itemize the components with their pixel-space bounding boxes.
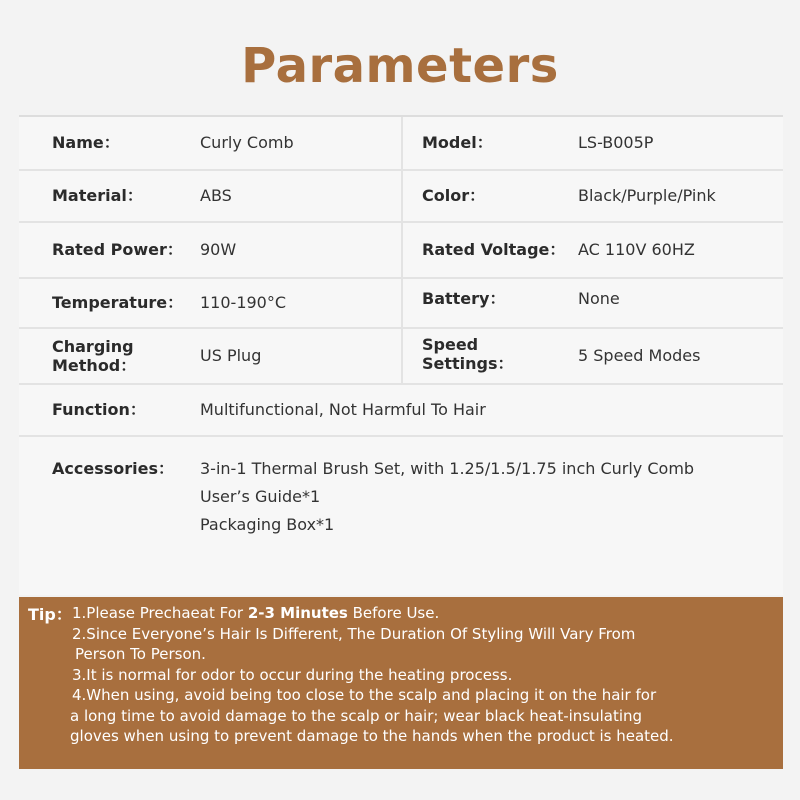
speed-settings-label-line1: Speed [422, 334, 479, 354]
rated-voltage-label: Rated Voltage： [422, 240, 566, 260]
tip-line-2a: 2.Since Everyone’s Hair Is Different, The Duration Of Styling Will Vary From [72, 624, 636, 643]
tip-line-1-post: Before Use. [347, 604, 440, 622]
battery-value: None [578, 289, 620, 309]
rated-power-label: Rated Power： [52, 240, 183, 260]
column-divider [401, 279, 403, 327]
function-label: Function： [52, 400, 146, 420]
function-value: Multifunctional, Not Harmful To Hair [200, 400, 486, 420]
list-item: Packaging Box*1 [200, 515, 335, 534]
tip-line-4b: a long time to avoid damage to the scalp or hair; wear black heat-insulating [70, 706, 643, 725]
rated-voltage-value: AC 110V 60HZ [578, 240, 695, 260]
material-label: Material： [52, 186, 143, 206]
column-divider [401, 117, 403, 169]
color-label: Color： [422, 186, 486, 206]
temperature-value: 110-190°C [200, 293, 287, 313]
tip-line-4a: 4.When using, avoid being too close to the scalp and placing it on the hair for [72, 686, 657, 704]
parameters-table [19, 115, 783, 595]
tip-line-1 [72, 603, 674, 624]
table-row [19, 327, 783, 383]
rated-power-value: 90W [200, 240, 237, 260]
tip-box [19, 597, 783, 769]
tip-line-4c: gloves when using to prevent damage to the hands when the product is heated. [70, 727, 674, 745]
tip-label: Tip： [28, 605, 72, 624]
table-row [19, 277, 783, 327]
table-row [19, 221, 783, 277]
speed-settings-label-line2: Settings： [422, 354, 514, 373]
charging-method-label-line1: Charging [52, 336, 134, 356]
table-row [19, 169, 783, 221]
charging-method-label-line2: Method： [52, 356, 137, 375]
accessories-label: Accessories： [52, 459, 174, 479]
tip-line-3: 3.It is normal for odor to occur during the heating process. [72, 665, 513, 684]
table-row [19, 115, 783, 169]
tip-text [72, 603, 674, 747]
list-item: User’s Guide*1 [200, 487, 321, 506]
accessories-list [200, 455, 694, 539]
table-row [19, 435, 783, 595]
charging-method-label [52, 335, 136, 377]
speed-settings-value: 5 Speed Modes [578, 346, 701, 366]
tip-line-2b: Person To Person. [75, 645, 206, 663]
model-value: LS-B005P [578, 133, 654, 153]
battery-label: Battery： [422, 289, 506, 309]
column-divider [401, 171, 403, 221]
model-label: Model： [422, 133, 493, 153]
material-value: ABS [200, 186, 232, 206]
tip-line-1-pre: 1.Please Prechaeat For [72, 604, 248, 622]
page-title: Parameters [241, 38, 559, 94]
list-item: 3-in-1 Thermal Brush Set, with 1.25/1.5/1.75 inch Curly Comb [200, 459, 695, 478]
tip-line-1-bold: 2-3 Minutes [247, 604, 348, 622]
temperature-label: Temperature： [52, 293, 184, 313]
name-label: Name： [52, 133, 120, 153]
charging-method-value: US Plug [200, 346, 262, 366]
color-value: Black/Purple/Pink [578, 186, 716, 206]
column-divider [401, 329, 403, 383]
name-value: Curly Comb [200, 133, 294, 153]
speed-settings-label [422, 333, 514, 375]
table-row [19, 383, 783, 435]
column-divider [401, 223, 403, 277]
